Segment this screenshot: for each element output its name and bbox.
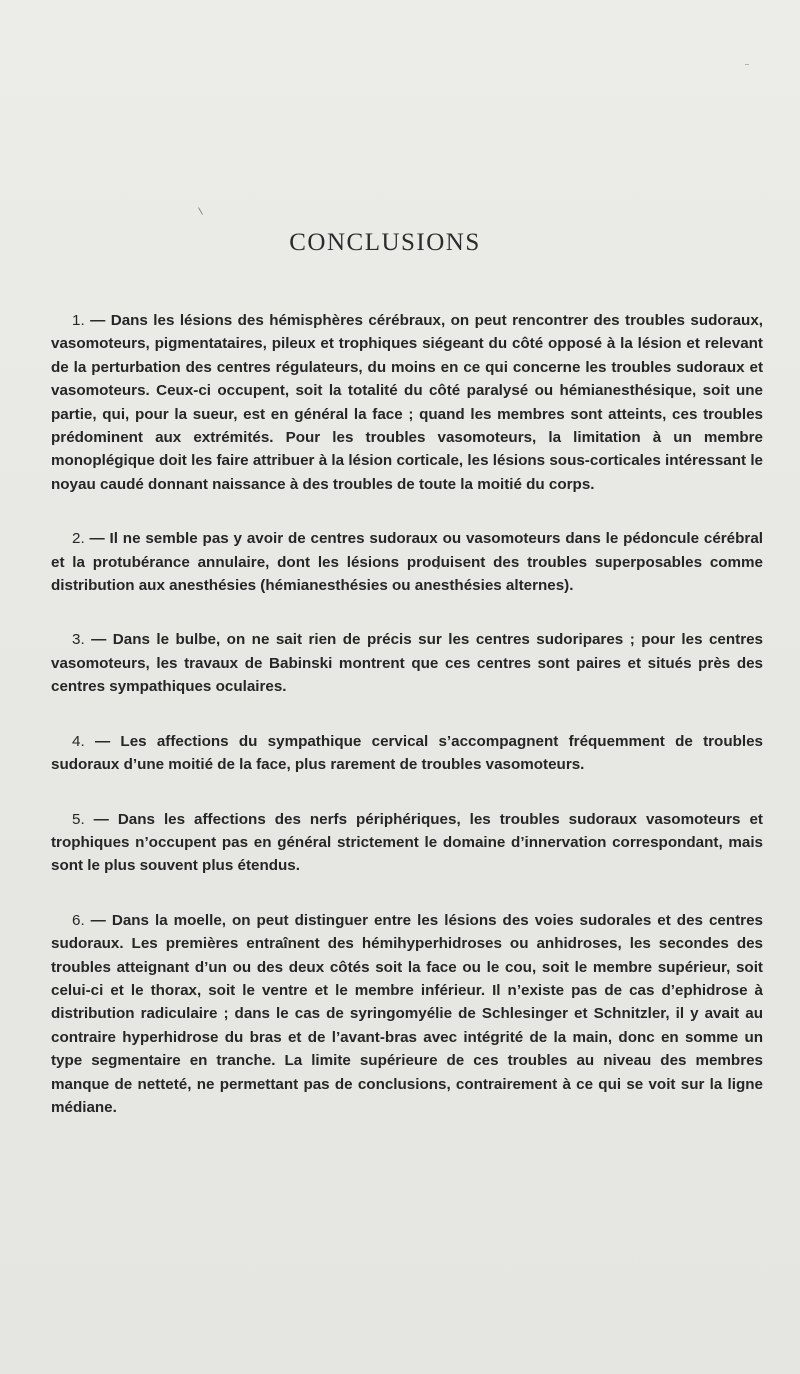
conclusion-paragraph <box>51 808 763 878</box>
conclusion-paragraph <box>51 309 763 496</box>
paragraph-number: 3. <box>72 631 85 649</box>
print-speck <box>198 207 203 214</box>
paragraph-text: — Les affections du sympathique cervical s’accompagnent fréquemment de troubles sudoraux d’une moitié de la face, plus rarement de troubles vasomoteurs. <box>51 732 763 774</box>
conclusion-paragraph <box>51 730 763 777</box>
conclusions-body <box>51 309 763 1119</box>
page-title: CONCLUSIONS <box>289 229 481 256</box>
paragraph-text: — Dans les lésions des hémisphères cérébraux, on peut rencontrer des troubles sudoraux, vasomoteurs, pigmentataires, pileux et trophiques siégeant du côté opposé à la lésion et relevant de la perturbation des centres régulateurs, du moins en ce qui concerne les troubles sudoraux et vasomoteurs. Ceux-ci occupent, soit la totalité du côté paralysé ou hémianesthésique, soit une partie, qui, pour la sueur, est en général la face ; quand les membres sont atteints, ces troubles prédominent aux extrémités. Pour les troubles vasomoteurs, la limitation à un membre monoplégique doit les faire attribuer à la lésion corticale, les lésions sous-corticales intéressant le noyau caudé donnant naissance à des troubles de toute la moitié du corps. <box>51 312 763 493</box>
conclusion-paragraph <box>51 628 763 698</box>
paragraph-text: — Dans la moelle, on peut distinguer entre les lésions des voies sudorales et des centres sudoraux. Les premières entraînent des hémihyperhidroses ou anhidroses, les secondes des troubles atteignant d’un ou des deux côtés soit la face ou le cou, soit le membre supérieur, soit celui-ci et le thorax, soit le ventre et le membre inférieur. Il n’existe pas de cas d’ephidrose à distribution radiculaire ; dans le cas de syringomyélie de Schlesinger et Schnitzler, il y avait au contraire hyperhidrose du bras et de l’avant-bras avec intégrité de la main, donc en somme un type segmentaire en tranche. La limite supérieure de ces troubles au niveau des membres manque de netteté, ne permettant pas de conclusions, contrairement à ce qui se voit sur la ligne médiane. <box>51 911 763 1116</box>
conclusion-paragraph <box>51 527 763 597</box>
paragraph-number: 4. <box>72 732 85 750</box>
paragraph-number: 1. <box>72 312 85 329</box>
paragraph-number: 2. <box>72 530 85 548</box>
paragraph-text: — Dans le bulbe, on ne sait rien de précis sur les centres sudoripares ; pour les centres vasomoteurs, les travaux de Babinski montrent que ces centres sont paires et situés près des centres sympathiques oculaires. <box>51 631 763 696</box>
paragraph-text: — Il ne semble pas y avoir de centres sudoraux ou vasomoteurs dans le pédoncule cérébral et la protubérance annulaire, dont les lésions produisent des troubles superposables comme distribution aux anesthésies (hémianesthésies ou anesthésies alternes). <box>51 530 763 595</box>
conclusion-paragraph <box>51 909 763 1120</box>
paragraph-text: — Dans les affections des nerfs périphériques, les troubles sudoraux vasomoteurs et trophiques n’occupent pas en général strictement le domaine d’innervation correspondant, mais sont le plus souvent plus étendus. <box>51 810 763 875</box>
print-speck <box>745 64 749 65</box>
paragraph-number: 6. <box>72 911 85 929</box>
paragraph-number: 5. <box>72 810 85 828</box>
